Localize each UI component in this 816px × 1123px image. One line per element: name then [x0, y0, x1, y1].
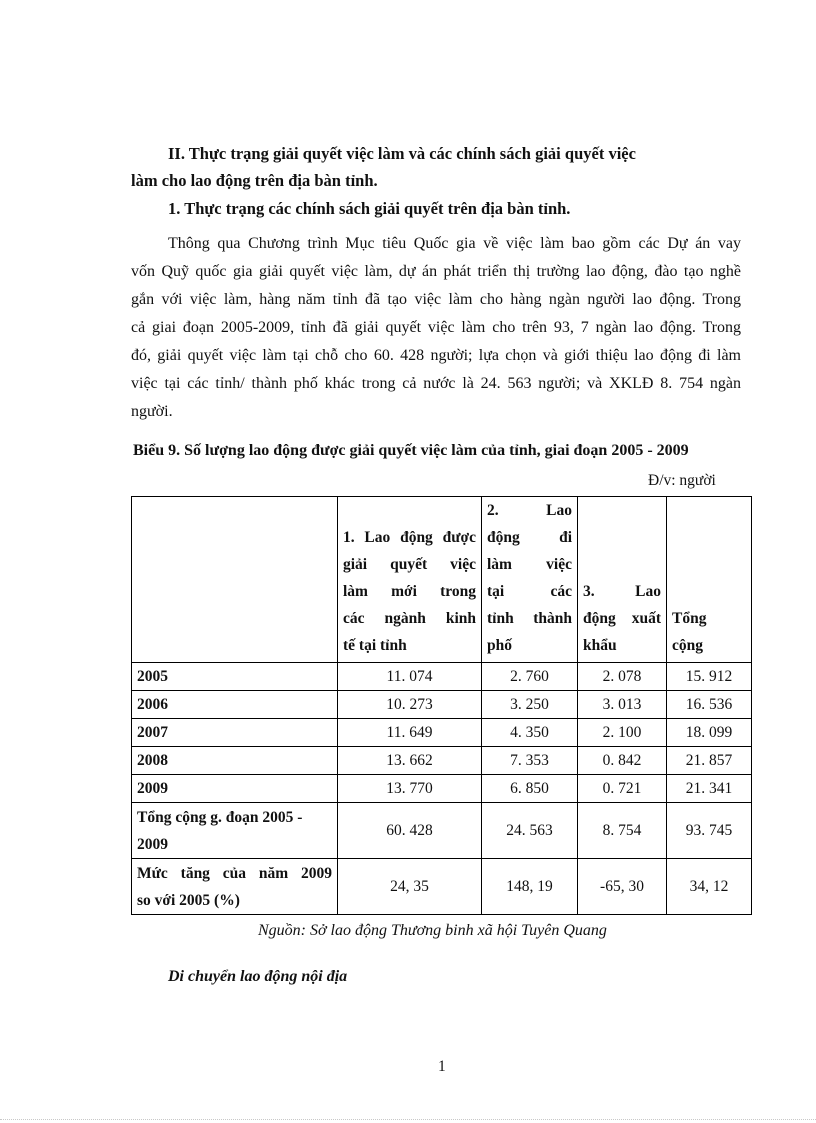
header-line: 1. Lao động được [343, 529, 476, 546]
header-line: tại các [487, 583, 572, 600]
cell-other-provinces: 3. 250 [482, 691, 578, 719]
table-row [132, 719, 752, 747]
cell-export-labor: 8. 754 [578, 803, 667, 859]
table-row-growth [132, 859, 752, 915]
table-row [132, 775, 752, 803]
next-section-heading: Di chuyển lao động nội địa [168, 968, 348, 985]
cell-new-jobs: 11. 074 [338, 663, 482, 691]
header-text [343, 524, 476, 659]
paragraph-line: gắn với việc làm, hàng năm tỉnh đã tạo việc làm cho hàng ngàn người lao động. Trong [131, 291, 741, 308]
cell-total: 16. 536 [667, 691, 752, 719]
header-line: tỉnh thành [487, 610, 572, 627]
row-label [132, 859, 338, 915]
cell-export-labor: -65, 30 [578, 859, 667, 915]
header-line: làm mới trong [343, 583, 476, 600]
table-row [132, 691, 752, 719]
header-line: cộng [672, 637, 703, 654]
header-text [487, 497, 572, 659]
section-subheading: 1. Thực trạng các chính sách giải quyết trên địa bàn tỉnh. [168, 199, 571, 218]
table-unit: Đ/v: người [648, 472, 716, 489]
row-label [132, 803, 338, 859]
header-cell-total [667, 497, 752, 663]
table-row [132, 663, 752, 691]
paragraph-line: cả giai đoạn 2005-2009, tỉnh đã giải quyết việc làm cho trên 93, 7 ngàn lao động. Trong [131, 319, 741, 336]
section-heading-line-1: II. Thực trạng giải quyết việc làm và các chính sách giải quyết việc [168, 144, 636, 163]
cell-total: 21. 857 [667, 747, 752, 775]
row-label-line: so với 2005 (%) [137, 891, 240, 909]
header-text [583, 578, 661, 659]
cell-new-jobs: 10. 273 [338, 691, 482, 719]
header-line: giải quyết việc [343, 556, 476, 573]
header-line: phố [487, 637, 512, 654]
table-row [132, 747, 752, 775]
cell-total: 15. 912 [667, 663, 752, 691]
table-row-total [132, 803, 752, 859]
cell-export-labor: 0. 842 [578, 747, 667, 775]
body-paragraph [131, 230, 741, 426]
cell-other-provinces: 7. 353 [482, 747, 578, 775]
header-line: làm việc [487, 556, 572, 573]
cell-export-labor: 0. 721 [578, 775, 667, 803]
row-label: 2008 [132, 747, 338, 775]
row-label-line: 2009 [137, 835, 168, 853]
page-number: 1 [438, 1058, 446, 1075]
row-label: 2006 [132, 691, 338, 719]
cell-new-jobs: 13. 770 [338, 775, 482, 803]
section-heading-line-2: làm cho lao động trên địa bàn tỉnh. [131, 171, 378, 190]
header-line: Tổng [672, 610, 707, 627]
header-line: tế tại tỉnh [343, 637, 407, 654]
page-bottom-rule [0, 1119, 816, 1120]
cell-new-jobs: 11. 649 [338, 719, 482, 747]
header-line: 2. Lao [487, 502, 572, 519]
header-cell-empty [132, 497, 338, 663]
row-label: 2007 [132, 719, 338, 747]
table-caption: Biểu 9. Số lượng lao động được giải quyết việc làm của tỉnh, giai đoạn 2005 - 2009 [133, 442, 689, 459]
cell-export-labor: 2. 078 [578, 663, 667, 691]
cell-new-jobs: 60. 428 [338, 803, 482, 859]
paragraph-line: đó, giải quyết việc làm tại chỗ cho 60. 428 người; lựa chọn và giới thiệu lao động đi làm [131, 347, 741, 364]
cell-total: 93. 745 [667, 803, 752, 859]
cell-other-provinces: 24. 563 [482, 803, 578, 859]
cell-new-jobs: 24, 35 [338, 859, 482, 915]
header-cell-other-provinces [482, 497, 578, 663]
cell-export-labor: 2. 100 [578, 719, 667, 747]
row-label: 2009 [132, 775, 338, 803]
row-label-line: Tổng cộng g. đoạn 2005 - [137, 808, 303, 826]
cell-other-provinces: 2. 760 [482, 663, 578, 691]
table-header-row [132, 497, 752, 663]
paragraph-line: việc tại các tỉnh/ thành phố khác trong cả nước là 24. 563 người; và XKLĐ 8. 754 ngàn [131, 375, 741, 392]
paragraph-line: Thông qua Chương trình Mục tiêu Quốc gia về việc làm bao gồm các Dự án vay [168, 235, 741, 252]
header-line: động xuất [583, 610, 661, 627]
header-line: các ngành kinh [343, 610, 476, 627]
cell-other-provinces: 4. 350 [482, 719, 578, 747]
cell-other-provinces: 6. 850 [482, 775, 578, 803]
header-cell-export-labor [578, 497, 667, 663]
header-text [672, 605, 746, 659]
paragraph-line: vốn Quỹ quốc gia giải quyết việc làm, dự án phát triển thị trường lao động, đào tạo nghề [131, 263, 741, 280]
cell-other-provinces: 148, 19 [482, 859, 578, 915]
header-line: khẩu [583, 637, 617, 654]
cell-export-labor: 3. 013 [578, 691, 667, 719]
paragraph-line: người. [131, 403, 173, 420]
row-label-line: Mức tăng của năm 2009 [137, 864, 332, 882]
header-line: động đi [487, 529, 572, 546]
header-cell-new-jobs [338, 497, 482, 663]
cell-total: 21. 341 [667, 775, 752, 803]
header-line: 3. Lao [583, 583, 661, 600]
cell-new-jobs: 13. 662 [338, 747, 482, 775]
employment-table [131, 496, 752, 915]
cell-total: 18. 099 [667, 719, 752, 747]
row-label: 2005 [132, 663, 338, 691]
table-source: Nguồn: Sở lao động Thương binh xã hội Tuyên Quang [258, 922, 607, 939]
cell-total: 34, 12 [667, 859, 752, 915]
